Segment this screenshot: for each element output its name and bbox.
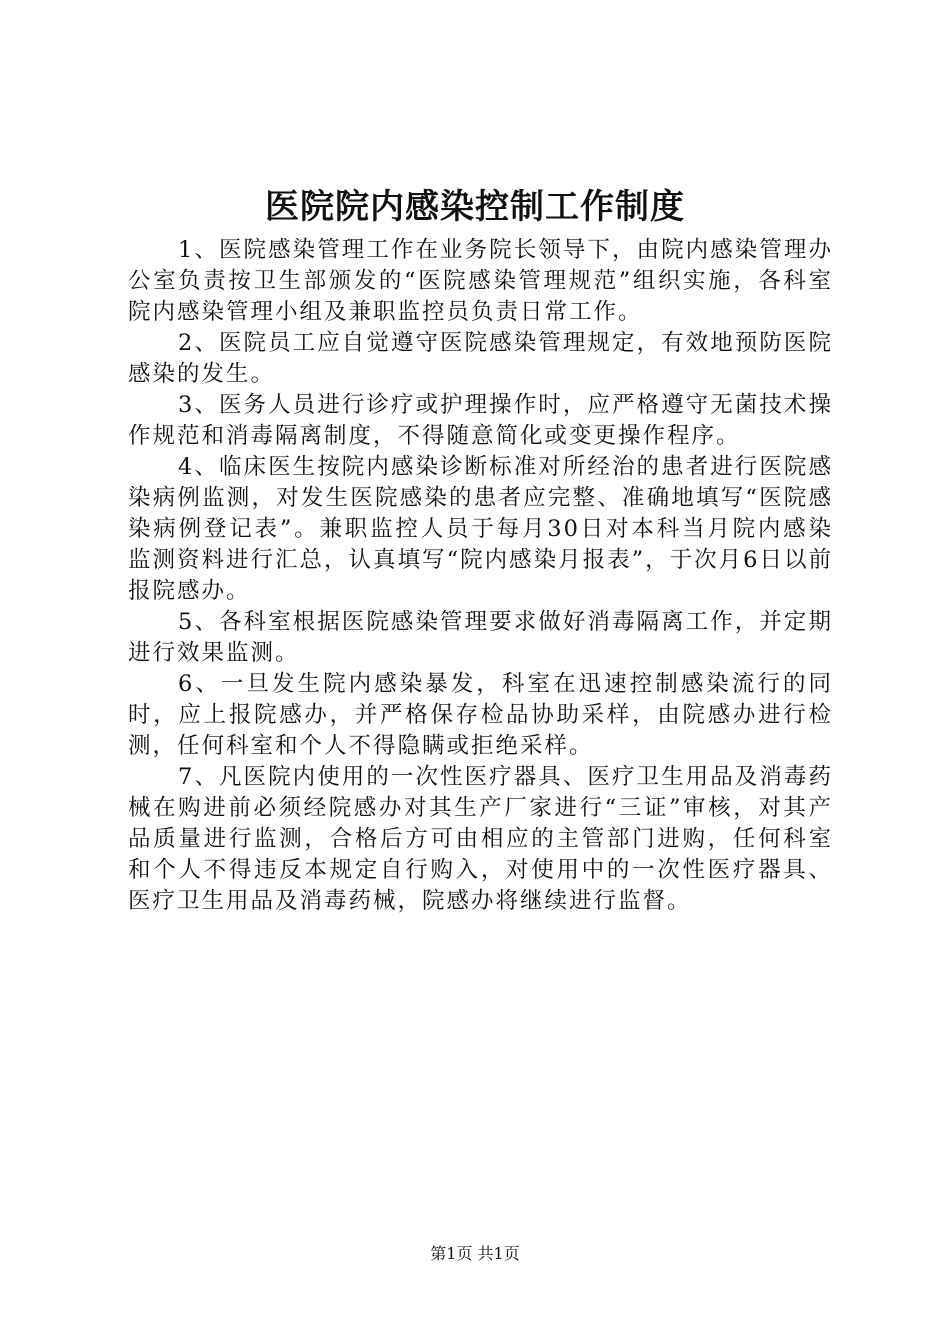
paragraph-3: 3、医务人员进行诊疗或护理操作时，应严格遵守无菌技术操作规范和消毒隔离制度，不得随意简化或变更操作程序。 bbox=[128, 392, 833, 449]
paragraph-6: 6、一旦发生院内感染暴发，科室在迅速控制感染流行的同时，应上报院感办，并严格保存检品协助采样，由院感办进行检测，任何科室和个人不得隐瞒或拒绝采样。 bbox=[128, 671, 833, 759]
document-body bbox=[128, 235, 833, 917]
paragraph-5: 5、各科室根据医院感染管理要求做好消毒隔离工作，并定期进行效果监测。 bbox=[128, 609, 833, 666]
paragraph-2: 2、医院员工应自觉遵守医院感染管理规定，有效地预防医院感染的发生。 bbox=[128, 330, 833, 387]
paragraph-1: 1、医院感染管理工作在业务院长领导下，由院内感染管理办公室负责按卫生部颁发的“医院感染管理规范”组织实施，各科室院内感染管理小组及兼职监控员负责日常工作。 bbox=[128, 237, 833, 325]
document-title: 医院院内感染控制工作制度 bbox=[265, 187, 685, 227]
page-footer: 第1页 共1页 bbox=[430, 1244, 520, 1263]
paragraph-7: 7、凡医院内使用的一次性医疗器具、医疗卫生用品及消毒药械在购进前必须经院感办对其生产厂家进行“三证”审核，对其产品质量进行监测，合格后方可由相应的主管部门进购，任何科室和个人不得违反本规定自行购入，对使用中的一次性医疗器具、医疗卫生用品及消毒药械，院感办将继续进行监督。 bbox=[128, 764, 833, 914]
paragraph-4: 4、临床医生按院内感染诊断标准对所经治的患者进行医院感染病例监测，对发生医院感染的患者应完整、准确地填写“医院感染病例登记表”。兼职监控人员于每月30日对本科当月院内感染监测资料进行汇总，认真填写“院内感染月报表”，于次月6日以前报院感办。 bbox=[128, 454, 833, 604]
